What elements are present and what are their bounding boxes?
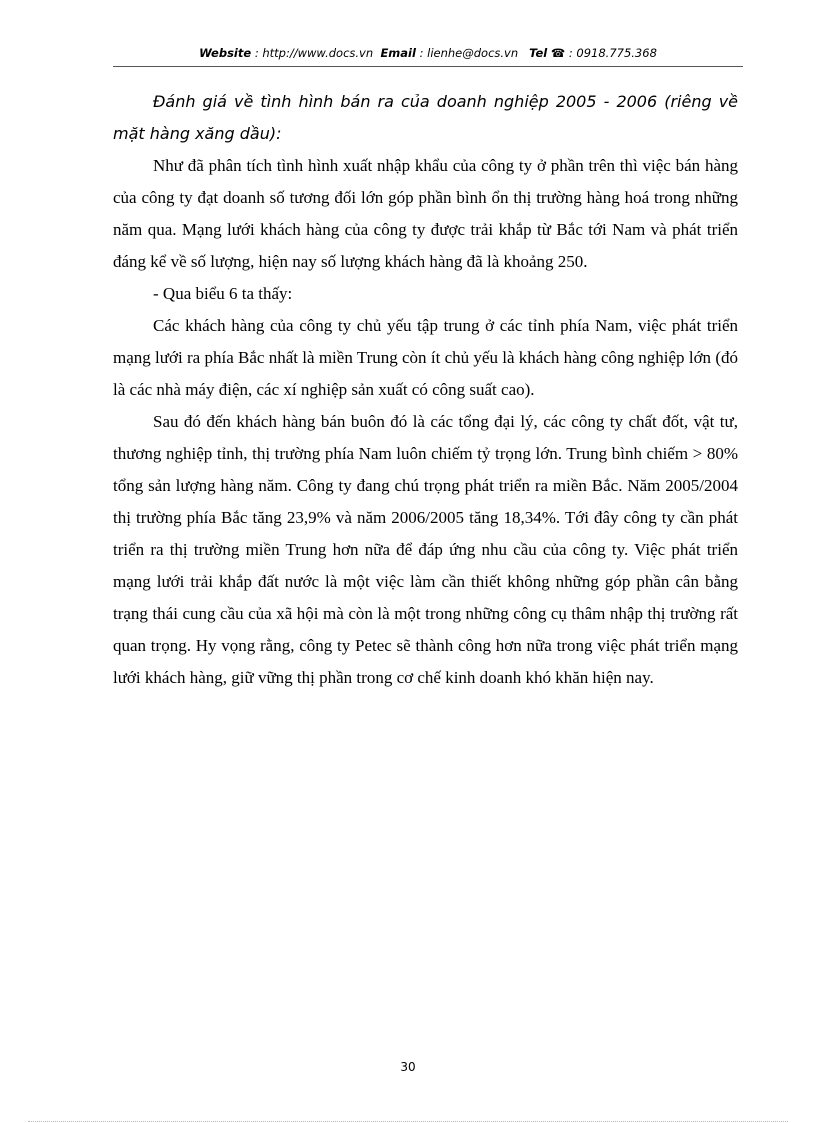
header-divider	[113, 66, 743, 67]
website-url[interactable]: : http://www.docs.vn	[254, 46, 374, 60]
paragraph: Như đã phân tích tình hình xuất nhập khẩu của công ty ở phần trên thì việc bán hàng của công ty đạt doanh số tương đối lớn góp phần bình ổn thị trường hàng hoá trong những năm qua. Mạng lưới khách hàng của công ty được trải khắp từ Bắc tới Nam và phát triển đáng kể về số lượng, hiện nay số lượng khách hàng đã là khoảng 250.	[113, 156, 738, 271]
page-number: 30	[400, 1060, 416, 1074]
phone-icon: ☎	[550, 46, 566, 60]
paragraph: - Qua biểu 6 ta thấy:	[153, 284, 293, 303]
email-address[interactable]: : lienhe@docs.vn	[419, 46, 519, 60]
paragraph: Các khách hàng của công ty chủ yếu tập trung ở các tỉnh phía Nam, việc phát triển mạng lưới ra phía Bắc nhất là miền Trung còn ít chủ yếu là khách hàng công nghiệp lớn (đó là các nhà máy điện, các xí nghiệp sản xuất có công suất cao).	[113, 316, 738, 399]
page-header	[113, 46, 743, 60]
email-label: Email	[380, 46, 416, 60]
tel-label: Tel	[529, 46, 548, 60]
page-bottom-border	[28, 1121, 788, 1122]
section-heading: Đánh giá về tình hình bán ra của doanh nghiệp 2005 - 2006 (riêng về mặt hàng xăng dầu):	[113, 92, 738, 143]
tel-number: : 0918.775.368	[568, 46, 657, 60]
document-body	[113, 86, 738, 694]
paragraph: Sau đó đến khách hàng bán buôn đó là các tổng đại lý, các công ty chất đốt, vật tư, thương nghiệp tỉnh, thị trường phía Nam luôn chiếm tỷ trọng lớn. Trung bình chiếm > 80% tổng sản lượng hàng năm. Công ty đang chú trọng phát triển ra miền Bắc. Năm 2005/2004 thị trường phía Bắc tăng 23,9% và năm 2006/2005 tăng 18,34%. Tới đây công ty cần phát triển ra thị trường miền Trung hơn nữa để đáp ứng nhu cầu của công ty. Việc phát triển mạng lưới trải khắp đất nước là một việc làm cần thiết không những góp phần cân bằng trạng thái cung cầu của xã hội mà còn là một trong những công cụ thâm nhập thị trường rất quan trọng. Hy vọng rằng, công ty Petec sẽ thành công hơn nữa trong việc phát triển mạng lưới khách hàng, giữ vững thị phần trong cơ chế kinh doanh khó khăn hiện nay.	[113, 412, 738, 687]
website-label: Website	[199, 46, 252, 60]
